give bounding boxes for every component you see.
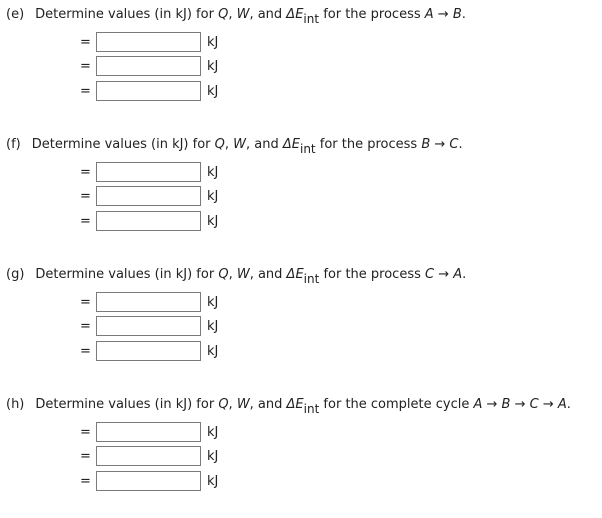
w-row (0, 446, 300, 468)
question-text: (h) Determine values (in kJ) for Q, W, and $\Delta E_{int}$ for the complete cycle A → B → C → A. (6, 397, 571, 416)
q-row (0, 422, 300, 444)
question-text: (e) Determine values (in kJ) for Q, W, and $\Delta E_{int}$ for the process A → B. (6, 7, 466, 26)
w-input[interactable] (96, 186, 201, 206)
q-row (0, 32, 300, 54)
equals-sign: = (80, 35, 91, 50)
unit-label: kJ (207, 474, 219, 489)
w-input[interactable] (96, 446, 201, 466)
unit-label: kJ (207, 295, 219, 310)
unit-label: kJ (207, 319, 219, 334)
unit-label: kJ (207, 344, 219, 359)
delta-e-row (0, 471, 300, 493)
equals-sign: = (80, 319, 91, 334)
delta-e-input[interactable] (96, 471, 201, 491)
w-row (0, 186, 300, 208)
equals-sign: = (80, 425, 91, 440)
question-text: (g) Determine values (in kJ) for Q, W, and $\Delta E_{int}$ for the process C → A. (6, 267, 467, 286)
part-h (0, 394, 602, 518)
equals-sign: = (80, 189, 91, 204)
part-label: (e) (6, 7, 25, 22)
unit-label: kJ (207, 425, 219, 440)
delta-e-input[interactable] (96, 81, 201, 101)
part-label: (f) (6, 137, 21, 152)
unit-label: kJ (207, 189, 219, 204)
w-input[interactable] (96, 316, 201, 336)
part-label: (h) (6, 397, 25, 412)
delta-e-row (0, 341, 300, 363)
part-g (0, 264, 602, 388)
q-input[interactable] (96, 422, 201, 442)
delta-e-row (0, 81, 300, 103)
unit-label: kJ (207, 59, 219, 74)
q-input[interactable] (96, 32, 201, 52)
equals-sign: = (80, 84, 91, 99)
unit-label: kJ (207, 214, 219, 229)
equals-sign: = (80, 165, 91, 180)
part-e (0, 4, 602, 128)
delta-e-input[interactable] (96, 211, 201, 231)
w-row (0, 316, 300, 338)
q-row (0, 292, 300, 314)
delta-e-row (0, 211, 300, 233)
question-text: (f) Determine values (in kJ) for Q, W, and $\Delta E_{int}$ for the process B → C. (6, 137, 463, 156)
w-row (0, 56, 300, 78)
unit-label: kJ (207, 84, 219, 99)
part-f (0, 134, 602, 258)
q-input[interactable] (96, 292, 201, 312)
unit-label: kJ (207, 165, 219, 180)
w-input[interactable] (96, 56, 201, 76)
equals-sign: = (80, 474, 91, 489)
q-row (0, 162, 300, 184)
equals-sign: = (80, 344, 91, 359)
delta-e-input[interactable] (96, 341, 201, 361)
unit-label: kJ (207, 35, 219, 50)
part-label: (g) (6, 267, 25, 282)
equals-sign: = (80, 59, 91, 74)
q-input[interactable] (96, 162, 201, 182)
equals-sign: = (80, 214, 91, 229)
equals-sign: = (80, 295, 91, 310)
equals-sign: = (80, 449, 91, 464)
unit-label: kJ (207, 449, 219, 464)
